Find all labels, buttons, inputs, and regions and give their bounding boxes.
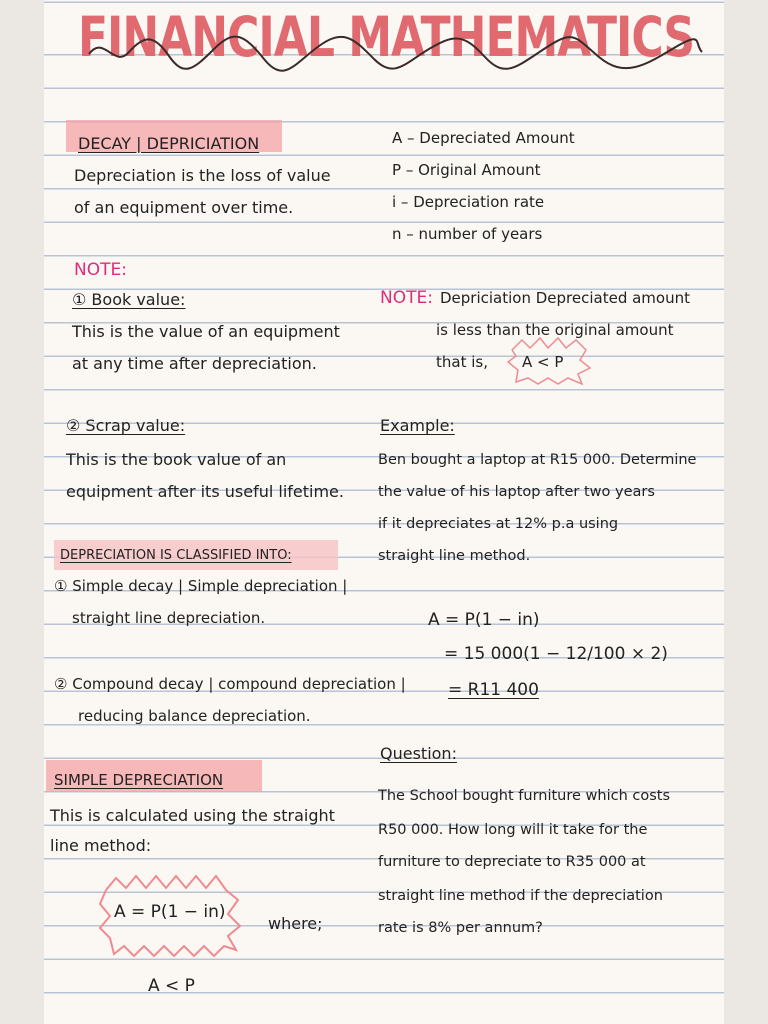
calc-line1: A = P(1 − in): [428, 610, 540, 630]
notebook-page: [44, 0, 724, 1024]
example-line3: if it depreciates at 12% p.a using: [378, 516, 619, 532]
var-p: P – Original Amount: [392, 161, 541, 179]
decay-heading: DECAY | DEPRICIATION: [78, 134, 260, 153]
decay-definition-line2: of an equipment over time.: [74, 198, 294, 217]
note-right-line2: is less than the original amount: [436, 321, 674, 339]
classified-heading: DEPRECIATION IS CLASSIFIED INTO:: [60, 548, 292, 563]
scrap-value-line2: equipment after its useful lifetime.: [66, 482, 344, 501]
simple-line1: This is calculated using the straight: [50, 806, 335, 825]
note-label-left: NOTE:: [74, 260, 127, 280]
formula-where: where;: [268, 914, 323, 933]
class-item1-line2: straight line depreciation.: [72, 609, 266, 627]
example-line2: the value of his laptop after two years: [378, 484, 655, 500]
class-item1-line1: ① Simple decay | Simple depreciation |: [54, 577, 348, 595]
book-value-line2: at any time after depreciation.: [72, 354, 317, 373]
note-label-right: NOTE:: [380, 288, 433, 308]
question-line2: R50 000. How long will it take for the: [378, 822, 648, 838]
class-item2-line1: ② Compound decay | compound depreciation |: [54, 675, 406, 693]
scrap-value-line1: This is the book value of an: [66, 450, 287, 469]
book-value-heading: ① Book value:: [72, 290, 186, 309]
formula-main: A = P(1 − in): [114, 902, 226, 922]
page-title: FINANCIAL MATHEMATICS: [78, 6, 695, 70]
simple-line2: line method:: [50, 836, 152, 855]
title-script-overlay: [84, 24, 704, 74]
var-i: i – Depreciation rate: [392, 193, 545, 211]
var-n: n – number of years: [392, 225, 543, 243]
question-line4: straight line method if the depreciation: [378, 888, 663, 904]
question-line5: rate is 8% per annum?: [378, 920, 543, 936]
calc-line3: = R11 400: [448, 680, 539, 700]
example-line4: straight line method.: [378, 548, 531, 564]
note-right-inequality: A < P: [522, 353, 564, 371]
question-heading: Question:: [380, 744, 457, 763]
book-value-line1: This is the value of an equipment: [72, 322, 340, 341]
var-a: A – Depreciated Amount: [392, 129, 575, 147]
scrap-value-heading: ② Scrap value:: [66, 416, 186, 435]
simple-heading: SIMPLE DEPRECIATION: [54, 771, 224, 789]
formula-inequality: A < P: [148, 976, 195, 996]
question-line1: The School bought furniture which costs: [378, 788, 671, 804]
example-heading: Example:: [380, 416, 455, 435]
decay-definition-line1: Depreciation is the loss of value: [74, 166, 331, 185]
note-right-line3: that is,: [436, 353, 488, 371]
class-item2-line2: reducing balance depreciation.: [78, 707, 311, 725]
calc-line2: = 15 000(1 − 12/100 × 2): [444, 644, 668, 664]
question-line3: furniture to depreciate to R35 000 at: [378, 854, 646, 870]
example-line1: Ben bought a laptop at R15 000. Determine: [378, 452, 697, 468]
note-right-line1: Depriciation Depreciated amount: [440, 289, 690, 307]
